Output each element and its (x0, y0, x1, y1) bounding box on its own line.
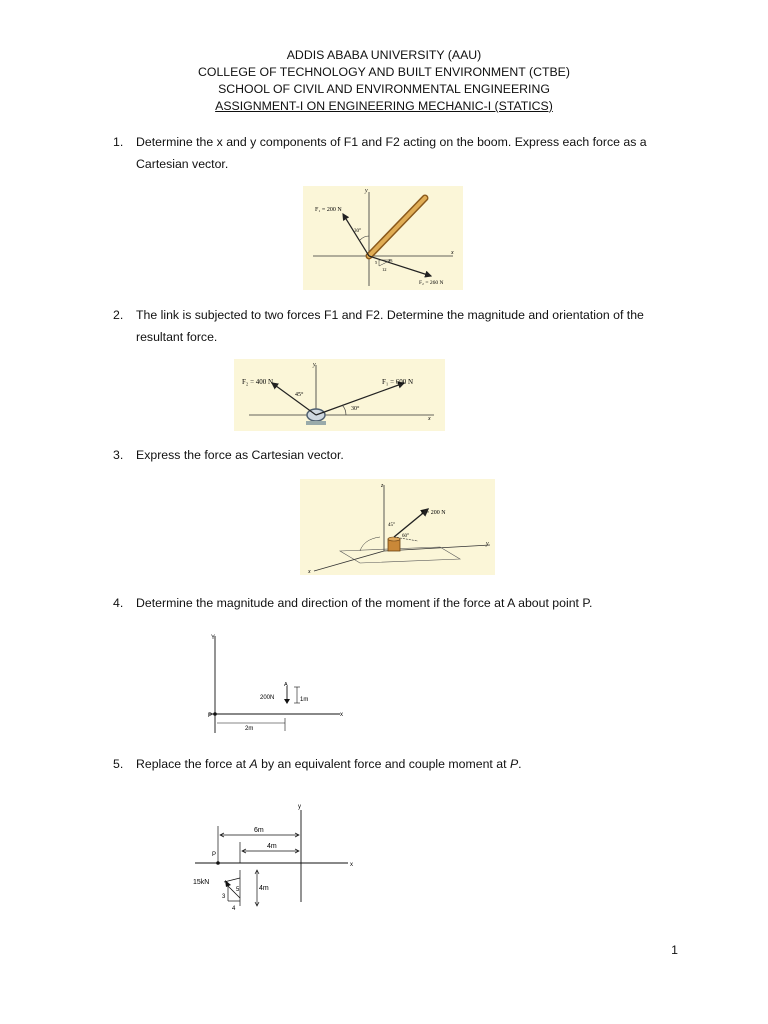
x-axis-label: x (428, 416, 431, 422)
page-number: 1 (671, 943, 678, 957)
dim-6m: 6m (254, 827, 264, 834)
question-number: 4. (113, 596, 124, 610)
question-text: Express the force as Cartesian vector. (136, 448, 344, 462)
slope-5: 5 (375, 260, 378, 265)
header-college: COLLEGE OF TECHNOLOGY AND BUILT ENVIRONMENT (CTBE) (198, 65, 570, 79)
angle-60: 60° (402, 534, 409, 539)
y-axis-label: y (365, 188, 368, 194)
slope-5: 5 (236, 887, 240, 893)
question-4 (113, 592, 683, 614)
x-axis-label: x (308, 569, 311, 575)
force-label: 200N (260, 695, 275, 701)
force-label: F = 200 N (421, 510, 446, 516)
dim-4m-vertical: 4m (259, 885, 269, 892)
question-text: The link is subjected to two forces F1 and F2. Determine the magnitude and orientation of the resultant force. (136, 308, 644, 344)
question-number: 5. (113, 757, 124, 771)
point-p-label: P (212, 852, 217, 858)
angle-45: 45° (295, 392, 304, 398)
point-a-label: A (284, 682, 288, 688)
y-axis-label: y (486, 541, 489, 547)
slope-3: 3 (222, 894, 226, 900)
y-axis-label: y (298, 804, 301, 810)
question-number: 1. (113, 135, 124, 149)
x-axis-label: x (350, 862, 353, 868)
question-3 (113, 444, 683, 466)
x-axis-label: x (451, 250, 454, 256)
dim-1m: 1m (300, 697, 309, 703)
f1-label: F₁ = 600 N (382, 378, 414, 386)
figure-link-forces (234, 359, 445, 431)
question-text: Determine the x and y components of F1 and F2 acting on the boom. Express each force as a Cartesian vector. (136, 135, 647, 171)
z-axis-label: z (381, 483, 384, 489)
force-label: 15kN (193, 879, 210, 886)
question-text: Determine the magnitude and direction of the moment if the force at A about point P. (136, 596, 593, 610)
slope-13: 13 (388, 258, 393, 263)
question-2 (113, 304, 683, 348)
angle-45: 45° (388, 523, 395, 528)
slope-12: 12 (382, 267, 387, 272)
f2-label: F₂ = 260 N (419, 280, 444, 286)
figure-3d-force (300, 479, 495, 575)
f1-label: F₁ = 200 N (315, 207, 342, 213)
slope-4: 4 (232, 906, 236, 912)
question-number: 2. (113, 308, 124, 322)
header-school: SCHOOL OF CIVIL AND ENVIRONMENTAL ENGINEERING (218, 82, 550, 96)
angle-30: 30° (351, 406, 360, 412)
y-axis-label: Y (211, 635, 216, 641)
question-5 (113, 753, 683, 775)
x-axis-label: x (340, 712, 343, 718)
point-p-label: P (208, 713, 213, 719)
question-1 (113, 131, 683, 175)
dim-4m-horizontal: 4m (267, 843, 277, 850)
figure-equivalent-force (190, 798, 365, 916)
figure-boom-forces (303, 186, 463, 290)
question-number: 3. (113, 448, 124, 462)
header-assignment-title: ASSIGNMENT-I ON ENGINEERING MECHANIC-I (STATICS) (215, 99, 553, 113)
angle-label: 30° (354, 229, 361, 234)
dim-2m: 2m (245, 726, 254, 732)
question-text: Replace the force at A by an equivalent force and couple moment at P. (136, 757, 522, 771)
f2-label: F₂ = 400 N (242, 378, 274, 386)
y-axis-label: y (313, 362, 316, 368)
header-institution: ADDIS ABABA UNIVERSITY (AAU) (286, 48, 482, 62)
figure-moment-about-p (195, 630, 355, 736)
